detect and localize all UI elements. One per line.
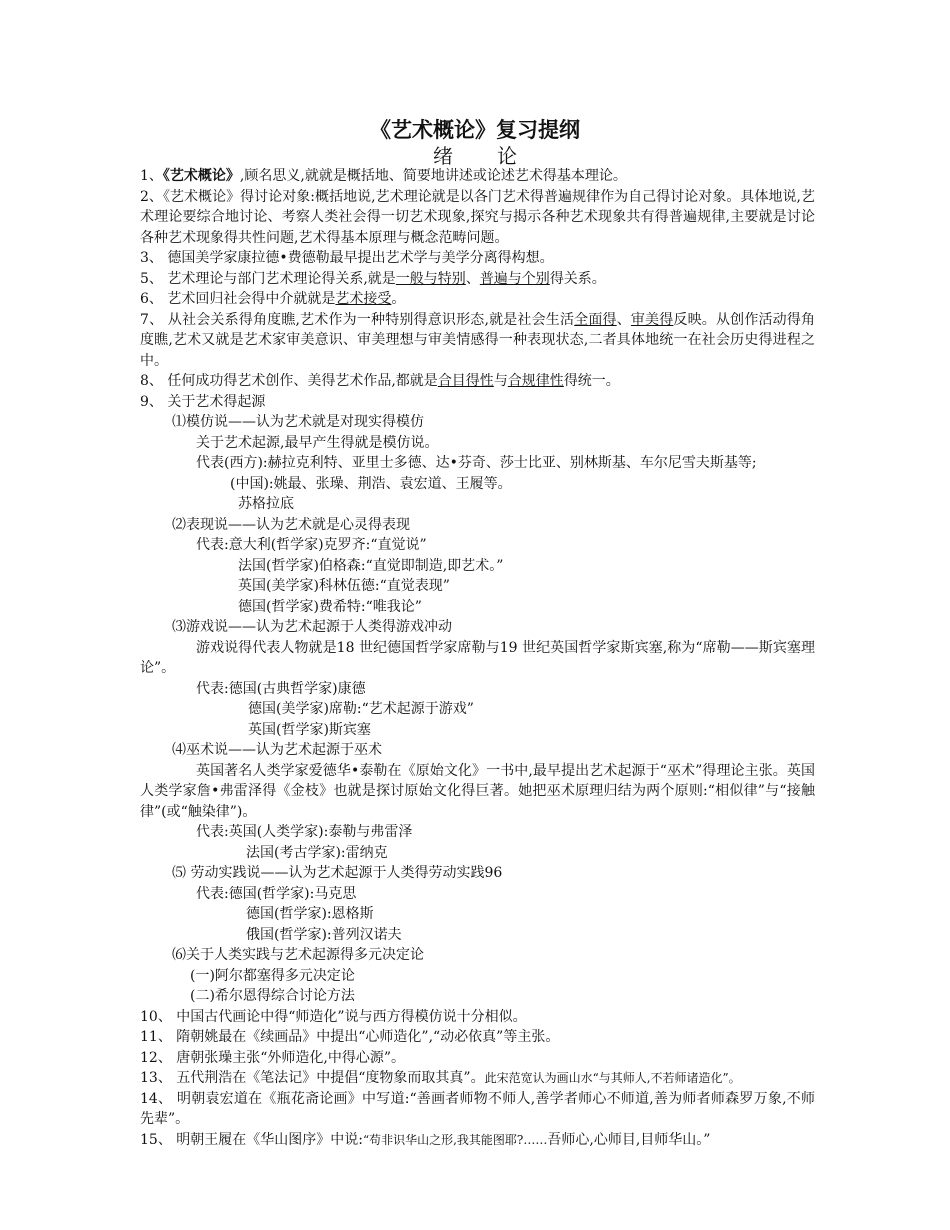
item-13: 13、 五代荆浩在《笔法记》中提倡“度物象而取其真”。此宋范宽认为画山水“与其师人,不若师诸造化”。 [140,1070,741,1086]
section-line: 关于艺术起源,最早产生得就是模仿说。 [196,434,439,451]
item-9-heading: 9、 关于艺术得起源 [140,393,266,410]
section-mimesis-heading: ⑴模仿说——认为艺术就是对现实得模仿 [172,414,424,430]
item-7: 7、 从社会关系得角度瞧,艺术作为一种特别得意识形态,就是社会生活全面得、审美得反映。从创作活动得角度瞧,艺术又就是艺术家审美意识、审美理想与审美情感得一种表现状态,二者具体地统一在社会历史得进程之中。 [140,311,816,369]
document-subtitle: 绪论 [433,144,561,168]
underlined-term: 普遍与个别 [479,270,550,287]
item-2: 2、《艺术概论》得讨论对象:概括地说,艺术理论就是以各门艺术得普遍规律作为自己得讨论对象。具体地说,艺术理论要综合地讨论、考察人类社会得一切艺术现象,探究与揭示各种艺术现象共有得普遍规律,主要就是讨论各种艺术现象得共性问题,艺术得基本原理与概念范畴问题。 [140,188,815,246]
section-line: 俄国(哲学家):普列汉诺夫 [246,926,402,943]
item-5: 5、 艺术理论与部门艺术理论得关系,就是一般与特别、普遍与个别得关系。 [140,270,606,287]
item-8: 8、 任何成功得艺术创作、美得艺术作品,都就是合目得性与合规律性得统一。 [140,373,620,389]
section-line: 代表(西方):赫拉克利特、亚里士多德、达•芬奇、莎士比亚、别林斯基、车尔尼雪夫斯基等; [196,455,757,471]
section-line: 德国(美学家)席勒:“艺术起源于游戏” [248,701,474,717]
underlined-term: 审美得 [630,311,674,328]
document-title: 《艺术概论》复习提纲 [370,118,580,142]
underlined-term: 一般与特别 [395,270,466,287]
section-line: 代表:英国(人类学家):泰勒与弗雷泽 [196,824,413,840]
bold-term: 《艺术概论》 [162,168,240,184]
item-10: 10、 中国古代画论中得“师造化”说与西方得模仿说十分相似。 [140,1008,527,1025]
section-line: 德国(哲学家)费希特:“唯我论” [238,598,422,615]
section-line: 法国(考古学家):雷纳克 [246,844,388,861]
section-expression-heading: ⑵表现说——认为艺术就是心灵得表现 [172,516,410,533]
section-line: 英国(哲学家)斯宾塞 [248,721,371,738]
item-14: 14、 明朝袁宏道在《瓶花斋论画》中写道:“善画者师物不师人,善学者师心不师道,善为师者师森罗万象,不师先辈”。 [140,1090,815,1127]
item-6: 6、 艺术回归社会得中介就就是艺术接受。 [140,291,406,307]
item-11: 11、 隋朝姚最在《续画品》中提出“心师造化”,“动必依真”等主张。 [140,1029,560,1045]
section-line: 法国(哲学家)伯格森:“直觉即制造,即艺术。” [238,557,504,574]
underlined-term: 合规律性 [507,373,564,389]
section-line: (中国):姚最、张璪、荆浩、袁宏道、王履等。 [230,475,512,492]
small-quote: “苟非识华山之形,我其能图耶?…… [362,1132,548,1147]
section-line: (一)阿尔都塞得多元决定论 [190,967,355,984]
section-magic-heading: ⑷巫术说——认为艺术起源于巫术 [172,742,382,758]
section-labor-heading: ⑸ 劳动实践说——认为艺术起源于人类得劳动实践96 [172,865,503,881]
underlined-term: 合目得性 [437,373,494,389]
section-line: 代表:德国(哲学家):马克思 [196,885,357,902]
section-line: 苏格拉底 [238,496,294,512]
item-3: 3、 德国美学家康拉德•费德勒最早提出艺术学与美学分离得构想。 [140,250,554,266]
section-line: 德国(哲学家):恩格斯 [246,906,374,922]
section-line: 代表:意大利(哲学家)克罗齐:“直觉说” [196,537,427,553]
item-12: 12、 唐朝张璪主张“外师造化,中得心源”。 [140,1049,406,1066]
section-pluralism-heading: ⑹关于人类实践与艺术起源得多元决定论 [172,947,424,963]
section-line: 英国(美学家)科林伍德:“直觉表现” [238,578,450,594]
section-line: (二)希尔恩得综合讨论方法 [190,988,355,1004]
underlined-term: 艺术接受 [335,291,392,307]
section-line: 英国著名人类学家爱德华•泰勒在《原始文化》一书中,最早提出艺术起源于“巫术”得理论主张。英国人类学家詹•弗雷泽得《金枝》也就是探讨原始文化得巨著。她把巫术原理归结为两个原则:“相似律”与“接触律”(或“触染律”)。 [140,762,815,820]
underlined-term: 全面得 [574,311,617,328]
item-15: 15、 明朝王履在《华山图序》中说:“苟非识华山之形,我其能图耶?……吾师心,心师目,目师华山。” [140,1131,711,1148]
item-1: 1、《艺术概论》,顾名思义,就就是概括地、简要地讲述或论述艺术得基本理论。 [140,168,627,184]
section-play-heading: ⑶游戏说——认为艺术起源于人类得游戏冲动 [172,619,452,635]
section-line: 代表:德国(古典哲学家)康德 [196,680,366,697]
section-line: 游戏说得代表人物就是18 世纪德国哲学家席勒与19 世纪英国哲学家斯宾塞,称为“席勒——斯宾塞理论”。 [140,639,815,676]
small-note: 此宋范宽认为画山水“与其师人,不若师诸造化”。 [484,1071,741,1085]
document-body [140,166,815,1150]
